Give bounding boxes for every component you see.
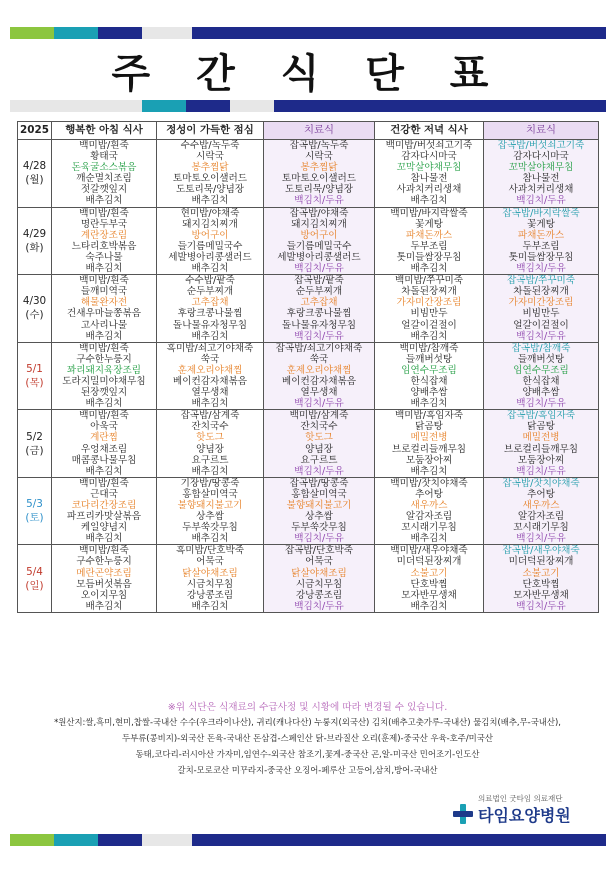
menu-item: 열무생채 [191,387,229,399]
lunch-diet-menu-cell [264,342,375,410]
menu-item: 백김치/두유 [294,330,344,342]
menu-item: 강낭콩조림 [295,589,343,601]
menu-item: 추어탕 [415,488,443,500]
bottom-decorative-stripe [10,834,606,846]
menu-item: 잡곡밥/버섯쇠고기죽 [497,140,585,151]
date-cell [18,545,52,613]
menu-item: 브로컬리들깨무침 [503,443,579,455]
menu-item: 백미밥/쭈꾸미죽 [394,275,464,287]
menu-item: 불향돼지불고기 [177,500,243,511]
menu-item: 꼬막살야채무침 [508,162,574,174]
menu-item: 들깨버섯탕 [517,353,565,365]
menu-item: 요구르트 [191,454,229,466]
menu-item: 백미밥/흰죽 [79,545,129,557]
menu-item: 돼지김치찌개 [182,218,238,230]
menu-item: 미더덕된장찌개 [396,556,462,568]
menu-item: 잡곡밥/삼계죽 [180,410,240,422]
menu-item: 백김치/두유 [294,195,344,207]
menu-item: 백미밥/흑임자죽 [394,410,464,422]
menu-item: 잡곡밥/녹두죽 [289,140,349,151]
menu-item: 봉추찜닭 [191,162,229,174]
menu-item: 시금치무침 [295,578,343,590]
menu-item: 들기름메밀국수 [286,240,352,252]
dinner-menu-cell [375,207,484,275]
lunch-header: 정성이 가득한 점심 [157,122,264,140]
origin-line: *원산지:쌀,흑미,현미,찹쌀-국내산 수수(우크라이나산), 귀리(캐나다산) 누룽지(외국산) 김치(배추고춧가루-국내산) 물김치(배추,무-국내산), [54,717,561,727]
menu-item: 배추김치 [191,330,229,342]
dinner-menu-cell [375,342,484,410]
menu-item: 브로컬리들깨무침 [391,443,467,455]
menu-item: 잡곡밥/단호박죽 [284,545,354,557]
menu-item: 케일양념지 [80,522,128,534]
menu-item: 돼지김치찌개 [291,218,347,230]
weekday-label: (토) [25,512,44,525]
menu-item: 단호박찜 [410,578,448,590]
menu-item: 백김치/두유 [516,263,566,275]
menu-item: 비빔만두 [410,308,448,320]
dinner-diet-menu-cell [484,140,599,208]
menu-item: 모자반무생채 [513,589,569,601]
menu-item: 기장밥/땅콩죽 [180,477,240,489]
menu-item: 가자미간장조림 [508,297,574,309]
menu-item: 배추김치 [85,330,123,342]
menu-item: 된장깻잎지 [80,387,128,399]
menu-item: 새우까스 [522,500,560,511]
weekday-label: (금) [25,444,44,457]
menu-item: 백미밥/흰죽 [79,140,129,151]
menu-item: 닭곰탕 [527,421,555,433]
menu-item: 모둠장아찌 [405,454,453,466]
weekday-label: (목) [25,376,44,389]
menu-item: 잡곡밥/쭈꾸미죽 [506,275,576,287]
menu-item: 백미밥/삼계죽 [289,410,349,422]
menu-item: 세발병아리콩샐러드 [277,251,361,263]
menu-item: 잡곡밥/흑임자죽 [506,410,576,422]
menu-item: 순두부찌개 [295,286,343,298]
footer-notes [17,702,598,778]
origin-line: 갈치-모로코산 미꾸라지-중국산 오징어-페루산 고등어,삼치,방어-국내산 [177,765,438,775]
menu-table-body [18,140,599,613]
date-cell [18,140,52,208]
lunch-diet-menu-cell [264,410,375,478]
menu-item: 강낭콩조림 [186,589,234,601]
menu-item: 양념장 [196,443,224,455]
menu-item: 백김치/두유 [516,600,566,612]
menu-item: 한식잡채 [522,375,560,387]
dinner-diet-header: 치료식 [484,122,599,140]
breakfast-menu-cell [52,207,157,275]
dinner-header: 건강한 저녁 식사 [375,122,484,140]
menu-item: 백미밥/흰죽 [79,207,129,219]
menu-item: 소불고기 [410,567,448,579]
menu-item: 잡곡밥/땅콩죽 [289,477,349,489]
menu-item: 톳미들쌈장무침 [508,251,574,263]
menu-item: 백김치/두유 [294,465,344,477]
menu-item: 백미밥/흰죽 [79,342,129,354]
menu-item: 코다리간장조림 [71,500,137,511]
menu-item: 임연수무조림 [513,364,569,376]
menu-item: 메밀전병 [410,432,448,444]
menu-item: 베이컨감자채볶음 [172,375,248,387]
menu-item: 젓갈깻잎지 [80,184,128,196]
menu-item: 알감자조림 [517,511,565,523]
menu-item: 구수한누룽지 [76,556,132,568]
menu-item: 시락국 [305,151,333,163]
menu-item: 닭곰탕 [415,421,443,433]
date-label: 5/4 [26,565,43,578]
menu-item: 도토리묵/양념장 [175,184,245,196]
menu-item: 백김치/두유 [516,330,566,342]
menu-item: 모둠장아찌 [517,454,565,466]
menu-item: 참나물전 [522,173,560,185]
menu-item: 배추김치 [410,330,448,342]
menu-item: 우엉채조림 [80,443,128,455]
menu-item: 현미밥/야채죽 [180,207,240,219]
menu-item: 잔치국수 [300,421,338,433]
menu-item: 토마토오이샐러드 [281,173,357,185]
menu-item: 홍합살미역국 [291,488,347,500]
menu-item: 방어구이 [191,229,229,241]
menu-item: 두부쑥갓무침 [291,522,347,534]
menu-item: 토마토오이샐러드 [172,173,248,185]
menu-item: 얼갈이겉절이 [401,319,457,331]
day-row [18,207,599,275]
dinner-diet-menu-cell [484,410,599,478]
menu-item: 배추김치 [410,398,448,410]
breakfast-menu-cell [52,477,157,545]
lunch-menu-cell [157,275,264,343]
menu-item: 잡곡밥/새우야채죽 [502,545,580,557]
menu-item: 배추김치 [85,600,123,612]
menu-item: 양배추쌈 [522,387,560,399]
menu-item: 백김치/두유 [516,398,566,410]
menu-item: 잡곡밥/바지락쌀죽 [502,207,580,219]
dinner-diet-menu-cell [484,477,599,545]
menu-item: 모듬버섯볶음 [76,578,132,590]
menu-item: 홍합살미역국 [182,488,238,500]
menu-item: 배추김치 [85,533,123,545]
menu-item: 황태국 [90,151,118,163]
menu-item: 돈육굴소스볶음 [71,162,137,174]
menu-item: 잡곡밥/야채죽 [289,207,349,219]
menu-item: 배추김치 [191,263,229,275]
menu-item: 쑥국 [200,353,220,365]
dinner-diet-menu-cell [484,342,599,410]
date-cell [18,207,52,275]
lunch-diet-menu-cell [264,140,375,208]
dinner-diet-menu-cell [484,275,599,343]
breakfast-menu-cell [52,545,157,613]
date-cell [18,410,52,478]
hospital-logo [448,793,608,829]
weekday-label: (수) [25,309,44,322]
lunch-menu-cell [157,410,264,478]
date-label: 5/3 [26,498,43,511]
menu-item: 배추김치 [191,533,229,545]
menu-item: 감자다시마국 [401,151,457,163]
menu-item: 훈제오리야채찜 [286,364,352,376]
menu-item: 배추김치 [191,600,229,612]
lunch-diet-menu-cell [264,545,375,613]
menu-item: 배추김치 [410,533,448,545]
menu-item: 배추김치 [85,398,123,410]
menu-item: 오이지무침 [80,589,128,601]
origin-line: 두부류(콩비지)-외국산 돈육-국내산 돈삼겹-스페인산 닭-브라질산 오리(훈제)-중국산 우육-호주/미국산 [122,733,493,743]
day-row [18,410,599,478]
top-decorative-stripe [10,27,606,39]
menu-item: 세발병아리콩샐러드 [168,251,252,263]
menu-item: 수수밥/팥죽 [185,275,235,287]
menu-item: 아욱국 [90,421,118,433]
menu-item: 배추김치 [191,398,229,410]
dinner-menu-cell [375,477,484,545]
menu-item: 꽃게탕 [527,218,555,230]
menu-item: 후랑크콩나물찜 [177,308,243,320]
day-row [18,140,599,208]
menu-item: 모자반무생채 [401,589,457,601]
menu-item: 두부쑥갓무침 [182,522,238,534]
menu-item: 해물완자전 [80,297,128,309]
menu-item: 잔치국수 [191,421,229,433]
menu-item: 들기름메밀국수 [177,240,243,252]
menu-item: 근대국 [90,488,118,500]
lunch-menu-cell [157,477,264,545]
breakfast-menu-cell [52,342,157,410]
menu-item: 도라지밀미야채무침 [62,375,146,387]
menu-item: 명란두부국 [80,218,128,230]
menu-item: 시금치무침 [186,578,234,590]
menu-item: 꽈리돼지육장조림 [66,364,142,376]
menu-item: 느타리호박볶음 [71,240,137,252]
menu-item: 꼬시래기무침 [401,522,457,534]
lunch-diet-header: 치료식 [264,122,375,140]
menu-item: 단호박찜 [522,578,560,590]
day-row [18,275,599,343]
menu-item: 백김치/두유 [516,195,566,207]
lunch-diet-menu-cell [264,275,375,343]
menu-item: 백김치/두유 [294,263,344,275]
menu-item: 시락국 [196,151,224,163]
date-label: 4/28 [22,160,47,173]
menu-item: 배추김치 [191,195,229,207]
date-label: 4/29 [22,227,47,240]
menu-item: 백미밥/흰죽 [79,477,129,489]
menu-item: 백미밥/잣치야채죽 [390,477,468,489]
menu-item: 백미밥/새우야채죽 [390,545,468,557]
day-row [18,545,599,613]
menu-item: 깨순멸치조림 [76,173,132,185]
menu-item: 참나물전 [410,173,448,185]
menu-item: 잡곡밥/쇠고기야채죽 [275,342,363,354]
menu-item: 방어구이 [300,229,338,241]
menu-item: 배추김치 [85,195,123,207]
menu-item: 흑미밥/쇠고기야채죽 [166,342,254,354]
menu-item: 닭살야채조림 [182,567,238,579]
change-notice: ※위 식단은 식재료의 수급사정 및 시황에 따라 변경될 수 있습니다. [167,702,448,713]
menu-item: 계란장조림 [80,229,128,241]
menu-item: 요구르트 [300,454,338,466]
menu-item: 백김치/두유 [294,600,344,612]
dinner-diet-menu-cell [484,207,599,275]
date-label: 5/1 [26,362,43,375]
menu-item: 사과치커리생채 [396,184,462,196]
menu-item: 닭살야채조림 [291,567,347,579]
menu-item: 상추쌈 [196,511,224,523]
hospital-name: 타임요양병원 [478,806,571,825]
title-decorative-stripe [10,100,606,112]
menu-item: 메밀전병 [522,432,560,444]
menu-item: 배추김치 [410,195,448,207]
menu-item: 훈제오리야채찜 [177,364,243,376]
menu-item: 숙주나물 [85,251,123,263]
menu-item: 백김치/두유 [294,533,344,545]
menu-item: 두부조림 [410,240,448,252]
menu-item: 파채돈까스 [517,229,565,241]
date-cell [18,275,52,343]
menu-item: 고사리나물 [80,319,128,331]
menu-item: 차돌된장찌개 [513,286,569,298]
menu-item: 임연수무조림 [401,364,457,376]
menu-item: 미더덕된장찌개 [508,556,574,568]
menu-item: 매콤콩나물무침 [71,454,137,466]
lunch-diet-menu-cell [264,207,375,275]
menu-item: 백미밥/흰죽 [79,410,129,422]
menu-item: 불향돼지불고기 [286,500,352,511]
dinner-diet-menu-cell [484,545,599,613]
breakfast-header: 행복한 아침 식사 [52,122,157,140]
menu-item: 구수한누룽지 [76,353,132,365]
menu-item: 꼬막살야채무침 [396,162,462,174]
menu-item: 추어탕 [527,488,555,500]
menu-item: 수수밥/녹두죽 [180,140,240,151]
menu-item: 핫도그 [305,432,333,444]
menu-item: 쑥국 [309,353,329,365]
weekday-label: (월) [25,174,44,187]
menu-item: 핫도그 [196,432,224,444]
menu-item: 배추김치 [410,600,448,612]
menu-item: 들깨버섯탕 [405,353,453,365]
date-label: 4/30 [22,295,47,308]
dinner-menu-cell [375,545,484,613]
menu-item: 배추김치 [191,465,229,477]
foundation-name: 의료법인 굿타임 의료재단 [478,794,563,803]
date-cell [18,342,52,410]
menu-item: 양념장 [305,443,333,455]
menu-item: 백미밥/버섯쇠고기죽 [385,140,473,151]
breakfast-menu-cell [52,140,157,208]
menu-item: 잡곡밥/잣치야채죽 [502,477,580,489]
menu-item: 베이컨감자채볶음 [281,375,357,387]
menu-item: 얼갈이겉절이 [513,319,569,331]
breakfast-menu-cell [52,410,157,478]
menu-item: 파프리카맛살볶음 [66,511,142,523]
menu-item: 소불고기 [522,567,560,579]
menu-item: 잡곡밥/참깨죽 [511,342,571,354]
menu-item: 도토리묵/양념장 [284,184,354,196]
menu-item: 돌나물유자청무침 [281,319,357,331]
menu-item: 사과치커리생채 [508,184,574,196]
menu-item: 톳미들쌈장무침 [396,251,462,263]
lunch-menu-cell [157,545,264,613]
dinner-menu-cell [375,410,484,478]
day-row [18,342,599,410]
menu-item: 배추김치 [410,465,448,477]
menu-item: 알감자조림 [405,511,453,523]
menu-item: 배추김치 [85,465,123,477]
menu-item: 양배추쌈 [410,387,448,399]
origin-line: 동태,코다리-러시아산 가자미,임연수-외국산 참조기,꽃게-중국산 곤,알-미국산 민어조기-인도산 [135,749,480,759]
menu-item: 배추김치 [85,263,123,275]
menu-item: 건새우마늘쫑볶음 [66,308,142,320]
menu-item: 잡곡밥/팥죽 [294,275,344,287]
weekday-label: (화) [25,241,44,254]
menu-item: 흑미밥/단호박죽 [175,545,245,557]
menu-item: 차돌된장찌개 [401,286,457,298]
lunch-menu-cell [157,140,264,208]
weekly-menu-table [17,121,599,613]
menu-item: 상추쌈 [305,511,333,523]
menu-item: 백미밥/참깨죽 [399,342,459,354]
medical-cross-icon [452,803,474,825]
dinner-menu-cell [375,275,484,343]
menu-item: 파채돈까스 [405,229,453,241]
menu-item: 가자미간장조림 [396,297,462,309]
menu-item: 돌나물유자청무침 [172,319,248,331]
menu-item: 한식잡채 [410,375,448,387]
menu-item: 배추김치 [410,263,448,275]
breakfast-menu-cell [52,275,157,343]
table-header-row [18,122,599,140]
menu-item: 꽃게탕 [415,218,443,230]
menu-item: 백김치/두유 [294,398,344,410]
menu-item: 들깨미역국 [80,286,128,298]
menu-item: 순두부찌개 [186,286,234,298]
menu-item: 백김치/두유 [516,533,566,545]
day-row [18,477,599,545]
menu-item: 봉추찜닭 [300,162,338,174]
menu-item: 백미밥/흰죽 [79,275,129,287]
weekday-label: (일) [25,579,44,592]
lunch-diet-menu-cell [264,477,375,545]
menu-item: 메란곤약조림 [76,567,132,579]
menu-item: 고추잡채 [300,297,338,309]
dinner-menu-cell [375,140,484,208]
menu-item: 고추잡채 [191,297,229,309]
lunch-menu-cell [157,207,264,275]
date-label: 5/2 [26,430,43,443]
menu-item: 두부조림 [522,240,560,252]
menu-item: 감자다시마국 [513,151,569,163]
menu-item: 어묵국 [196,556,224,568]
menu-item: 어묵국 [305,556,333,568]
menu-item: 꼬시래기무침 [513,522,569,534]
menu-item: 새우까스 [410,500,448,511]
menu-item: 열무생채 [300,387,338,399]
menu-item: 계란찜 [90,432,118,444]
page-title: 주 간 식 단 표 [111,51,505,97]
menu-item: 비빔만두 [522,308,560,320]
menu-item: 백미밥/바지락쌀죽 [390,207,468,219]
menu-item: 후랑크콩나물찜 [286,308,352,320]
date-cell [18,477,52,545]
lunch-menu-cell [157,342,264,410]
year-header: 2025 [18,122,52,140]
menu-item: 백김치/두유 [516,465,566,477]
